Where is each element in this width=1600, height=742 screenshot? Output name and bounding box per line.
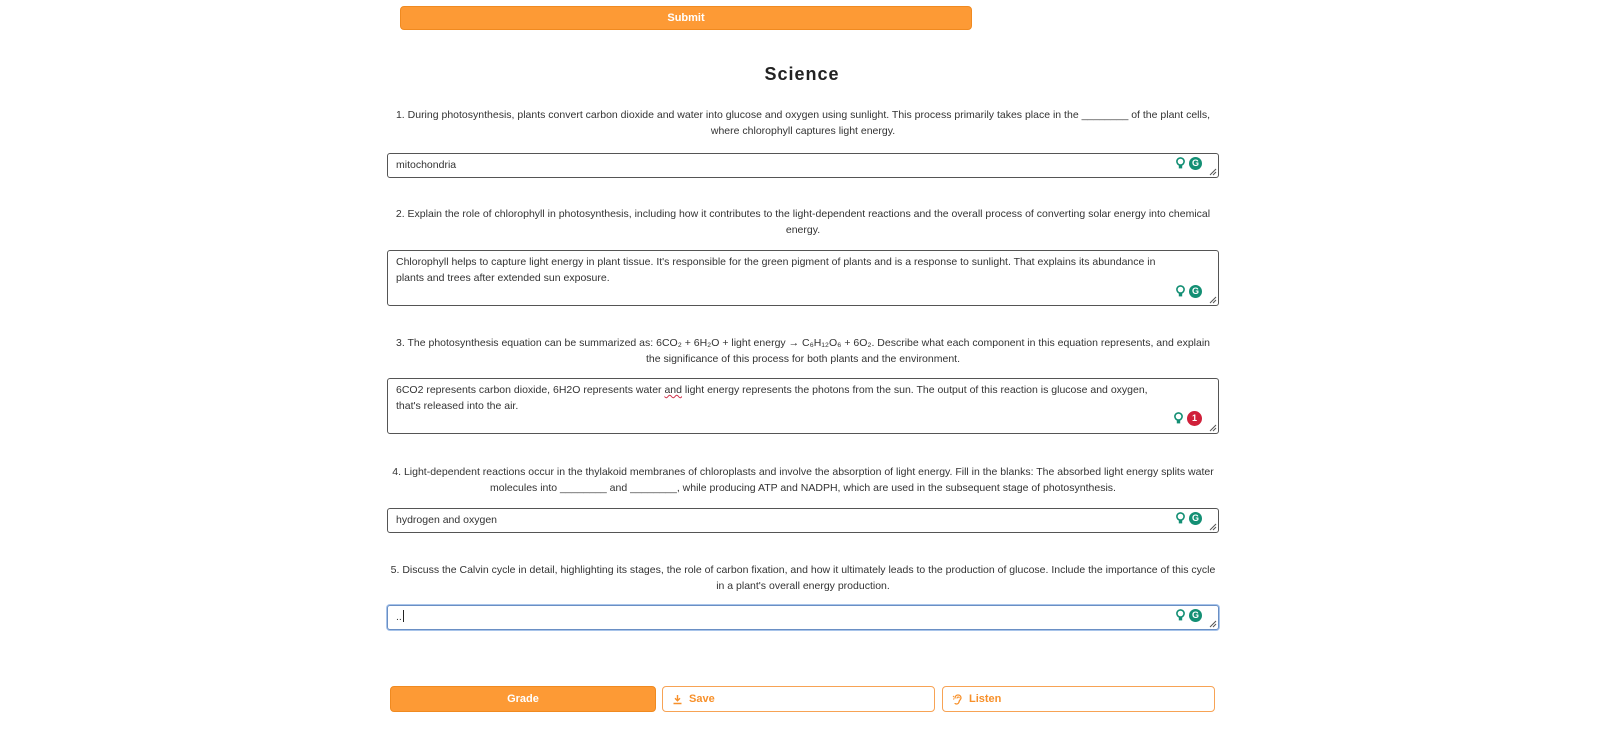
- answer-1-input[interactable]: [387, 153, 1219, 178]
- answer-3-text-after: light energy represents the photons from the sun. The output of this reaction is glucose and oxygen, that's released into the air.: [396, 384, 1148, 412]
- save-button[interactable]: [662, 686, 935, 712]
- text-caret: [403, 610, 404, 622]
- flagged-word[interactable]: and: [664, 384, 682, 396]
- answer-4-input[interactable]: [387, 508, 1219, 533]
- answer-1-assistant-icons: [1175, 157, 1202, 170]
- answer-2-value: Chlorophyll helps to capture light energy in plant tissue. It's responsible for the green pigment of plants and is a response to sunlight. That explains its abundance in plants and trees after extended sun exposure.: [396, 256, 1156, 284]
- grammar-assistant-icon[interactable]: G: [1189, 157, 1202, 170]
- answer-4-assistant-icons: [1175, 512, 1202, 525]
- resize-grip-icon[interactable]: [1208, 167, 1217, 176]
- question-4-text: 4. Light-dependent reactions occur in the thylakoid membranes of chloroplasts and involve the absorption of light energy. Fill in the blanks: The absorbed light energy splits water molecules into ________ and ________, while producing ATP and NADPH, which are used in the subsequent stage of photosynthesis.: [392, 466, 1214, 494]
- answer-3-value: [396, 383, 1170, 414]
- grade-button-label: Grade: [507, 693, 539, 705]
- issue-count-badge[interactable]: 1: [1187, 411, 1202, 426]
- listen-button[interactable]: [942, 686, 1215, 712]
- answer-2-assistant-icons: [1175, 285, 1202, 298]
- listen-button-label: Listen: [969, 693, 1002, 705]
- answer-5-text: ..: [396, 611, 402, 623]
- grammar-assistant-icon[interactable]: G: [1189, 512, 1202, 525]
- page-title: Science: [764, 64, 840, 84]
- answer-4-value: hydrogen and oxygen: [396, 514, 497, 526]
- ear-icon: [952, 694, 963, 705]
- answer-5-assistant-icons: [1175, 609, 1202, 622]
- lightbulb-icon[interactable]: [1173, 412, 1184, 425]
- submit-button[interactable]: Submit: [400, 6, 972, 30]
- answer-2-input[interactable]: [387, 250, 1219, 306]
- resize-grip-icon[interactable]: [1208, 619, 1217, 628]
- answer-3-assistant-icons: [1173, 411, 1202, 426]
- answer-5-value: [396, 610, 1170, 626]
- lightbulb-icon[interactable]: [1175, 285, 1186, 298]
- question-5-text: 5. Discuss the Calvin cycle in detail, highlighting its stages, the role of carbon fixation, and how it ultimately leads to the production of glucose. Include the importance of this cycle in a plant's overall energy production.: [390, 564, 1216, 592]
- resize-grip-icon[interactable]: [1208, 522, 1217, 531]
- lightbulb-icon[interactable]: [1175, 609, 1186, 622]
- answer-3-text-before: 6CO2 represents carbon dioxide, 6H2O represents water: [396, 384, 665, 396]
- question-2-text: 2. Explain the role of chlorophyll in photosynthesis, including how it contributes to the light-dependent reactions and the overall process of converting solar energy into chemical energy.: [395, 208, 1211, 236]
- answer-5-input[interactable]: [387, 605, 1219, 630]
- grammar-assistant-icon[interactable]: G: [1189, 285, 1202, 298]
- question-3-text: 3. The photosynthesis equation can be summarized as: 6CO₂ + 6H₂O + light energy → C₆H₁₂O₆ + 6O₂. Describe what each component in this equation represents, and explain the significance of this process for both plants and the environment.: [395, 337, 1211, 365]
- question-1-text: 1. During photosynthesis, plants convert carbon dioxide and water into glucose and oxygen using sunlight. This process primarily takes place in the ________ of the plant cells, where chlorophyll captures light energy.: [395, 109, 1211, 137]
- resize-grip-icon[interactable]: [1208, 423, 1217, 432]
- answer-3-input[interactable]: [387, 378, 1219, 434]
- grade-button[interactable]: [390, 686, 656, 712]
- download-icon: [672, 694, 683, 705]
- answer-1-value: mitochondria: [396, 159, 457, 171]
- grammar-assistant-icon[interactable]: G: [1189, 609, 1202, 622]
- save-button-label: Save: [689, 693, 715, 705]
- lightbulb-icon[interactable]: [1175, 512, 1186, 525]
- lightbulb-icon[interactable]: [1175, 157, 1186, 170]
- resize-grip-icon[interactable]: [1208, 295, 1217, 304]
